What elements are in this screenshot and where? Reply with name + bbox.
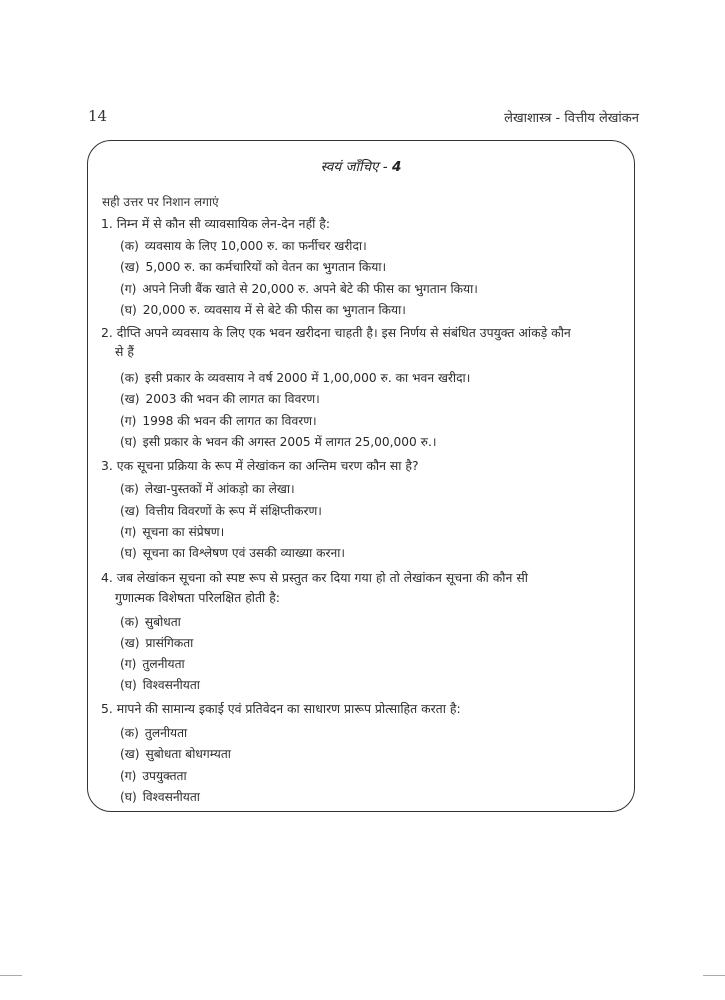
- option: [120, 369, 470, 386]
- option: [120, 480, 295, 497]
- option: [120, 433, 436, 450]
- option-text: विश्वसनीयता: [142, 678, 200, 692]
- option-label: (घ): [120, 678, 137, 692]
- option-text: 5,000 रु. का कर्मचारियों को वेतन का भुगतान किया।: [145, 260, 387, 274]
- option-text: 1998 की भवन की लागत का विवरण।: [142, 414, 317, 428]
- option-label: (ख): [120, 260, 140, 274]
- option-text: वित्तीय विवरणों के रूप में संक्षिप्तीकरण।: [145, 504, 322, 518]
- option: [120, 767, 187, 784]
- option-text: अपने निजी बैंक खाते से 20,000 रु. अपने बेटे की फीस का भुगतान किया।: [142, 282, 478, 296]
- option-label: (ख): [120, 504, 140, 518]
- option-text: सूचना का विश्लेषण एवं उसकी व्याख्या करना।: [142, 546, 346, 560]
- option-text: लेखा-पुस्तकों में आंकड़ो का लेखा।: [144, 482, 295, 496]
- option-label: (ख): [120, 747, 140, 761]
- option: [120, 301, 406, 318]
- crop-mark-left: [0, 975, 22, 976]
- option: [120, 523, 224, 540]
- option: [120, 390, 320, 407]
- box-title-number: 4: [391, 159, 402, 175]
- option: [120, 745, 231, 762]
- option-label: (घ): [120, 790, 137, 804]
- self-check-box: [87, 140, 635, 812]
- option-text: तुलनीयता: [144, 726, 188, 740]
- option-label: (घ): [120, 435, 137, 449]
- crop-mark-right: [703, 975, 725, 976]
- option-text: 20,000 रु. व्यवसाय में से बेटे की फीस का भुगतान किया।: [142, 303, 406, 317]
- question-number: 2.: [101, 325, 113, 340]
- question-number: 4.: [101, 570, 113, 585]
- option-text: विश्वसनीयता: [142, 790, 200, 804]
- question-text: [101, 700, 461, 717]
- instruction-text: सही उत्तर पर निशान लगाएं: [102, 195, 219, 209]
- question-number: 3.: [101, 458, 113, 473]
- option-text: सूचना का संप्रेषण।: [142, 525, 225, 539]
- question-text: [101, 569, 528, 586]
- running-head: लेखाशास्त्र - वित्तीय लेखांकन: [504, 111, 639, 126]
- option-label: (क): [120, 482, 139, 496]
- question-line: निम्न में से कौन सी व्यावसायिक लेन-देन नहीं है:: [116, 216, 331, 231]
- question-line: एक सूचना प्रक्रिया के रूप में लेखांकन का अन्तिम चरण कौन सा है?: [116, 458, 419, 473]
- option: [120, 502, 322, 519]
- option-text: तुलनीयता: [142, 657, 185, 671]
- question-line: मापने की सामान्य इकाई एवं प्रतिवेदन का साधारण प्रारूप प्रोत्साहित करता है:: [116, 701, 461, 716]
- option-text: व्यवसाय के लिए 10,000 रु. का फर्नीचर खरीदा।: [144, 239, 367, 253]
- option-label: (ख): [120, 392, 140, 406]
- option: [120, 280, 478, 297]
- question-line: गुणात्मक विशेषता परिलक्षित होती है:: [115, 590, 280, 605]
- option-text: इसी प्रकार के व्यवसाय ने वर्ष 2000 में 1,00,000 रु. का भवन खरीदा।: [144, 371, 471, 385]
- question-line: से हैं: [115, 344, 134, 359]
- question-text: [101, 324, 571, 341]
- question-number: 1.: [101, 216, 113, 231]
- option-label: (ख): [120, 636, 140, 650]
- option-label: (क): [120, 615, 139, 629]
- option-label: (ग): [120, 769, 137, 783]
- option: [120, 676, 200, 693]
- option: [120, 634, 193, 651]
- page-number: 14: [88, 107, 108, 125]
- option-label: (क): [120, 726, 139, 740]
- option-text: सुबोधता: [144, 615, 181, 629]
- option-text: प्रासंगिकता: [145, 636, 194, 650]
- option: [120, 412, 317, 429]
- option-text: 2003 की भवन की लागत का विवरण।: [145, 392, 320, 406]
- question-line: दीप्ति अपने व्यवसाय के लिए एक भवन खरीदना चाहती है। इस निर्णय से संबंधित उपयुक्त आंकड़े कौन: [116, 325, 571, 340]
- option-text: उपयुक्तता: [142, 769, 187, 783]
- question-text: [101, 215, 330, 232]
- option: [120, 788, 200, 805]
- option-label: (ग): [120, 414, 137, 428]
- question-line: जब लेखांकन सूचना को स्पष्ट रूप से प्रस्तुत कर दिया गया हो तो लेखांकन सूचना की कौन सी: [116, 570, 528, 585]
- option-text: इसी प्रकार के भवन की अगस्त 2005 में लागत 25,00,000 रु.।: [142, 435, 437, 449]
- option: [120, 724, 187, 741]
- question-text: [101, 457, 419, 474]
- box-title-text: स्वयं जाँचिए -: [320, 159, 388, 175]
- option: [120, 655, 185, 672]
- option-label: (क): [120, 371, 139, 385]
- box-title: [88, 157, 634, 175]
- option: [120, 613, 181, 630]
- option-label: (ग): [120, 525, 137, 539]
- question-number: 5.: [101, 701, 113, 716]
- option-label: (ग): [120, 282, 137, 296]
- option: [120, 544, 345, 561]
- option-label: (घ): [120, 546, 137, 560]
- option: [120, 237, 367, 254]
- option-label: (क): [120, 239, 139, 253]
- option-text: सुबोधता बोधगम्यता: [145, 747, 231, 761]
- option-label: (ग): [120, 657, 137, 671]
- option-label: (घ): [120, 303, 137, 317]
- option: [120, 258, 386, 275]
